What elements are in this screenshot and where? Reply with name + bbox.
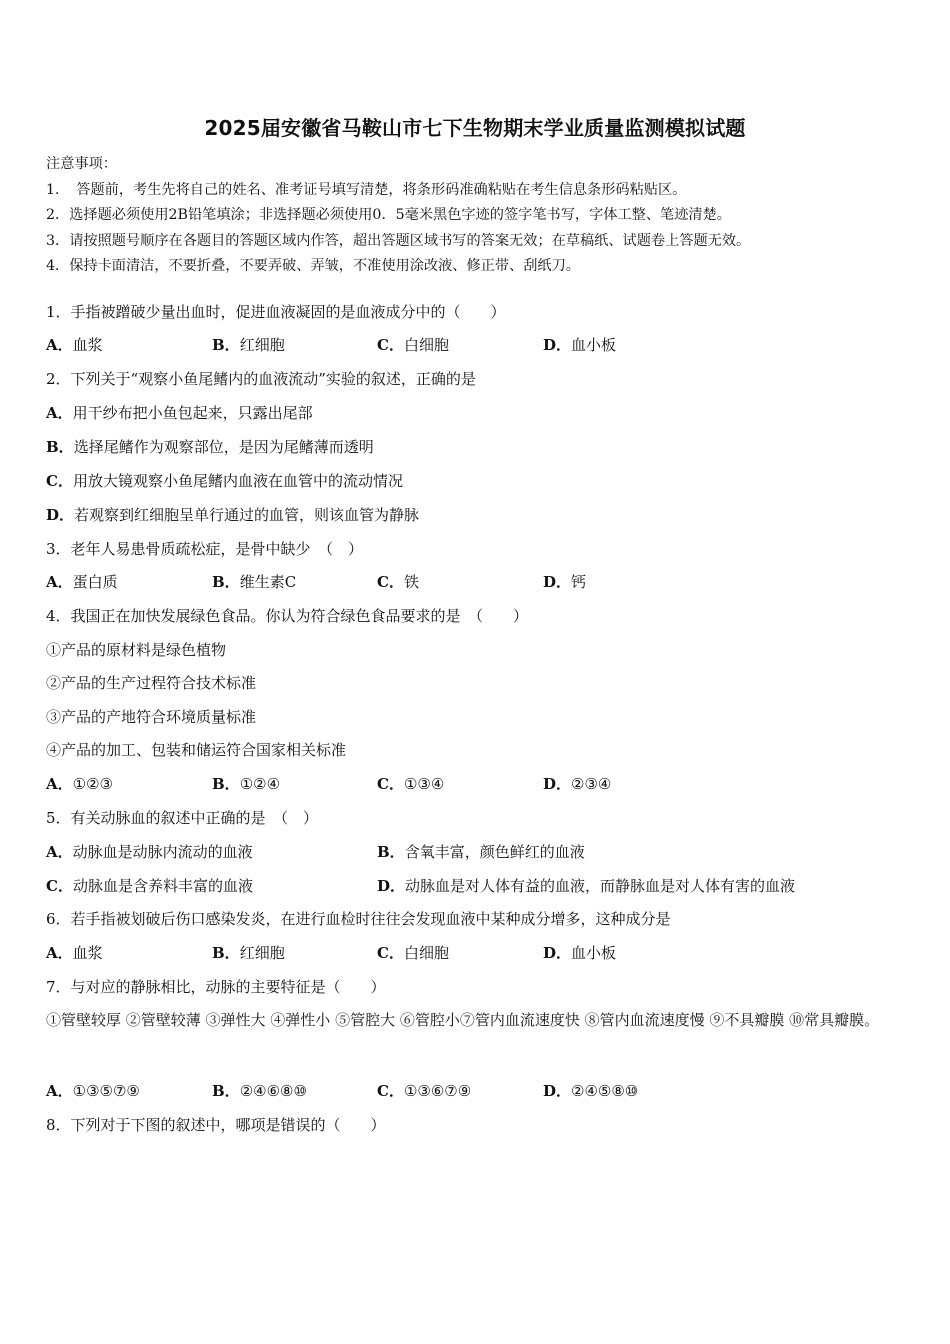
option-b[interactable]: B．红细胞 xyxy=(212,944,285,962)
question-1-stem: 1．手指被蹭破少量出血时，促进血液凝固的是血液成分中的（ ） xyxy=(46,303,506,321)
option-c[interactable]: C．①③⑥⑦⑨ xyxy=(377,1082,472,1100)
option-a[interactable]: A．①②③ xyxy=(46,775,113,793)
option-d[interactable]: D．②④⑤⑧⑩ xyxy=(543,1082,639,1100)
option-a[interactable]: A．血浆 xyxy=(46,336,103,354)
notes-heading: 注意事项： xyxy=(46,156,117,172)
option-b[interactable]: B．选择尾鳍作为观察部位，是因为尾鳍薄而透明 xyxy=(46,438,374,456)
option-b[interactable]: B．②④⑥⑧⑩ xyxy=(212,1082,307,1100)
option-b[interactable]: B．含氧丰富，颜色鲜红的血液 xyxy=(377,843,585,861)
option-c[interactable]: C．①③④ xyxy=(377,775,445,793)
question-3-stem: 3．老年人易患骨质疏松症，是骨中缺少 （ ） xyxy=(46,540,364,558)
option-d[interactable]: D．②③④ xyxy=(543,775,612,793)
option-a[interactable]: A．蛋白质 xyxy=(46,573,118,591)
option-c[interactable]: C．铁 xyxy=(377,573,419,591)
option-d[interactable]: D．钙 xyxy=(543,573,587,591)
question-7-stem: 7．与对应的静脉相比，动脉的主要特征是（ ） xyxy=(46,978,386,996)
note-item: 4．保持卡面清洁，不要折叠，不要弄破、弄皱，不准使用涂改液、修正带、刮纸刀。 xyxy=(46,258,580,274)
question-4-item: ④产品的加工、包装和储运符合国家相关标准 xyxy=(46,741,347,759)
note-item: 3．请按照题号顺序在各题目的答题区域内作答，超出答题区域书写的答案无效；在草稿纸、试题卷上答题无效。 xyxy=(46,232,751,249)
question-5-stem: 5．有关动脉血的叙述中正确的是 （ ） xyxy=(46,809,319,827)
question-7-items: ①管壁较厚 ②管壁较薄 ③弹性大 ④弹性小 ⑤管腔大 ⑥管腔小⑦管内血流速度快 ⑧管内血流速度慢 ⑨不具瓣膜 ⑩常具瓣膜。 xyxy=(46,1011,880,1029)
question-4-item: ①产品的原材料是绿色植物 xyxy=(46,641,227,659)
option-c[interactable]: C．白细胞 xyxy=(377,336,449,354)
question-4-item: ③产品的产地符合环境质量标准 xyxy=(46,708,257,726)
option-c[interactable]: C．动脉血是含养料丰富的血液 xyxy=(46,877,253,895)
option-a[interactable]: A．①③⑤⑦⑨ xyxy=(46,1082,140,1100)
question-8-stem: 8．下列对于下图的叙述中，哪项是错误的（ ） xyxy=(46,1116,386,1134)
option-b[interactable]: B．①②④ xyxy=(212,775,281,793)
option-d[interactable]: D．血小板 xyxy=(543,336,617,354)
option-c[interactable]: C．白细胞 xyxy=(377,944,449,962)
option-d[interactable]: D．血小板 xyxy=(543,944,617,962)
option-d[interactable]: D．动脉血是对人体有益的血液，而静脉血是对人体有害的血液 xyxy=(377,877,796,895)
option-a[interactable]: A．用干纱布把小鱼包起来，只露出尾部 xyxy=(46,404,313,422)
page-title: 2025届安徽省马鞍山市七下生物期末学业质量监测模拟试题 xyxy=(204,116,746,140)
option-b[interactable]: B．维生素C xyxy=(212,573,297,591)
notes-section xyxy=(46,152,916,280)
question-6-stem: 6．若手指被划破后伤口感染发炎，在进行血检时往往会发现血液中某种成分增多，这种成分是 xyxy=(46,910,671,928)
note-item: 1． 答题前，考生先将自己的姓名、准考证号填写清楚，将条形码准确粘贴在考生信息条形码粘贴区。 xyxy=(46,181,687,198)
question-2-stem: 2．下列关于“观察小鱼尾鳍内的血液流动”实验的叙述，正确的是 xyxy=(46,370,476,388)
option-c[interactable]: C．用放大镜观察小鱼尾鳍内血液在血管中的流动情况 xyxy=(46,472,403,490)
option-b[interactable]: B．红细胞 xyxy=(212,336,285,354)
question-4-stem: 4．我国正在加快发展绿色食品。你认为符合绿色食品要求的是 （ ） xyxy=(46,607,529,625)
option-d[interactable]: D．若观察到红细胞呈单行通过的血管，则该血管为静脉 xyxy=(46,506,420,524)
question-4-item: ②产品的生产过程符合技术标准 xyxy=(46,674,257,692)
note-item: 2．选择题必须使用2B铅笔填涂；非选择题必须使用0．5毫米黑色字迹的签字笔书写，字体工整、笔迹清楚。 xyxy=(46,207,731,223)
option-a[interactable]: A．血浆 xyxy=(46,944,103,962)
option-a[interactable]: A．动脉血是动脉内流动的血液 xyxy=(46,843,253,861)
